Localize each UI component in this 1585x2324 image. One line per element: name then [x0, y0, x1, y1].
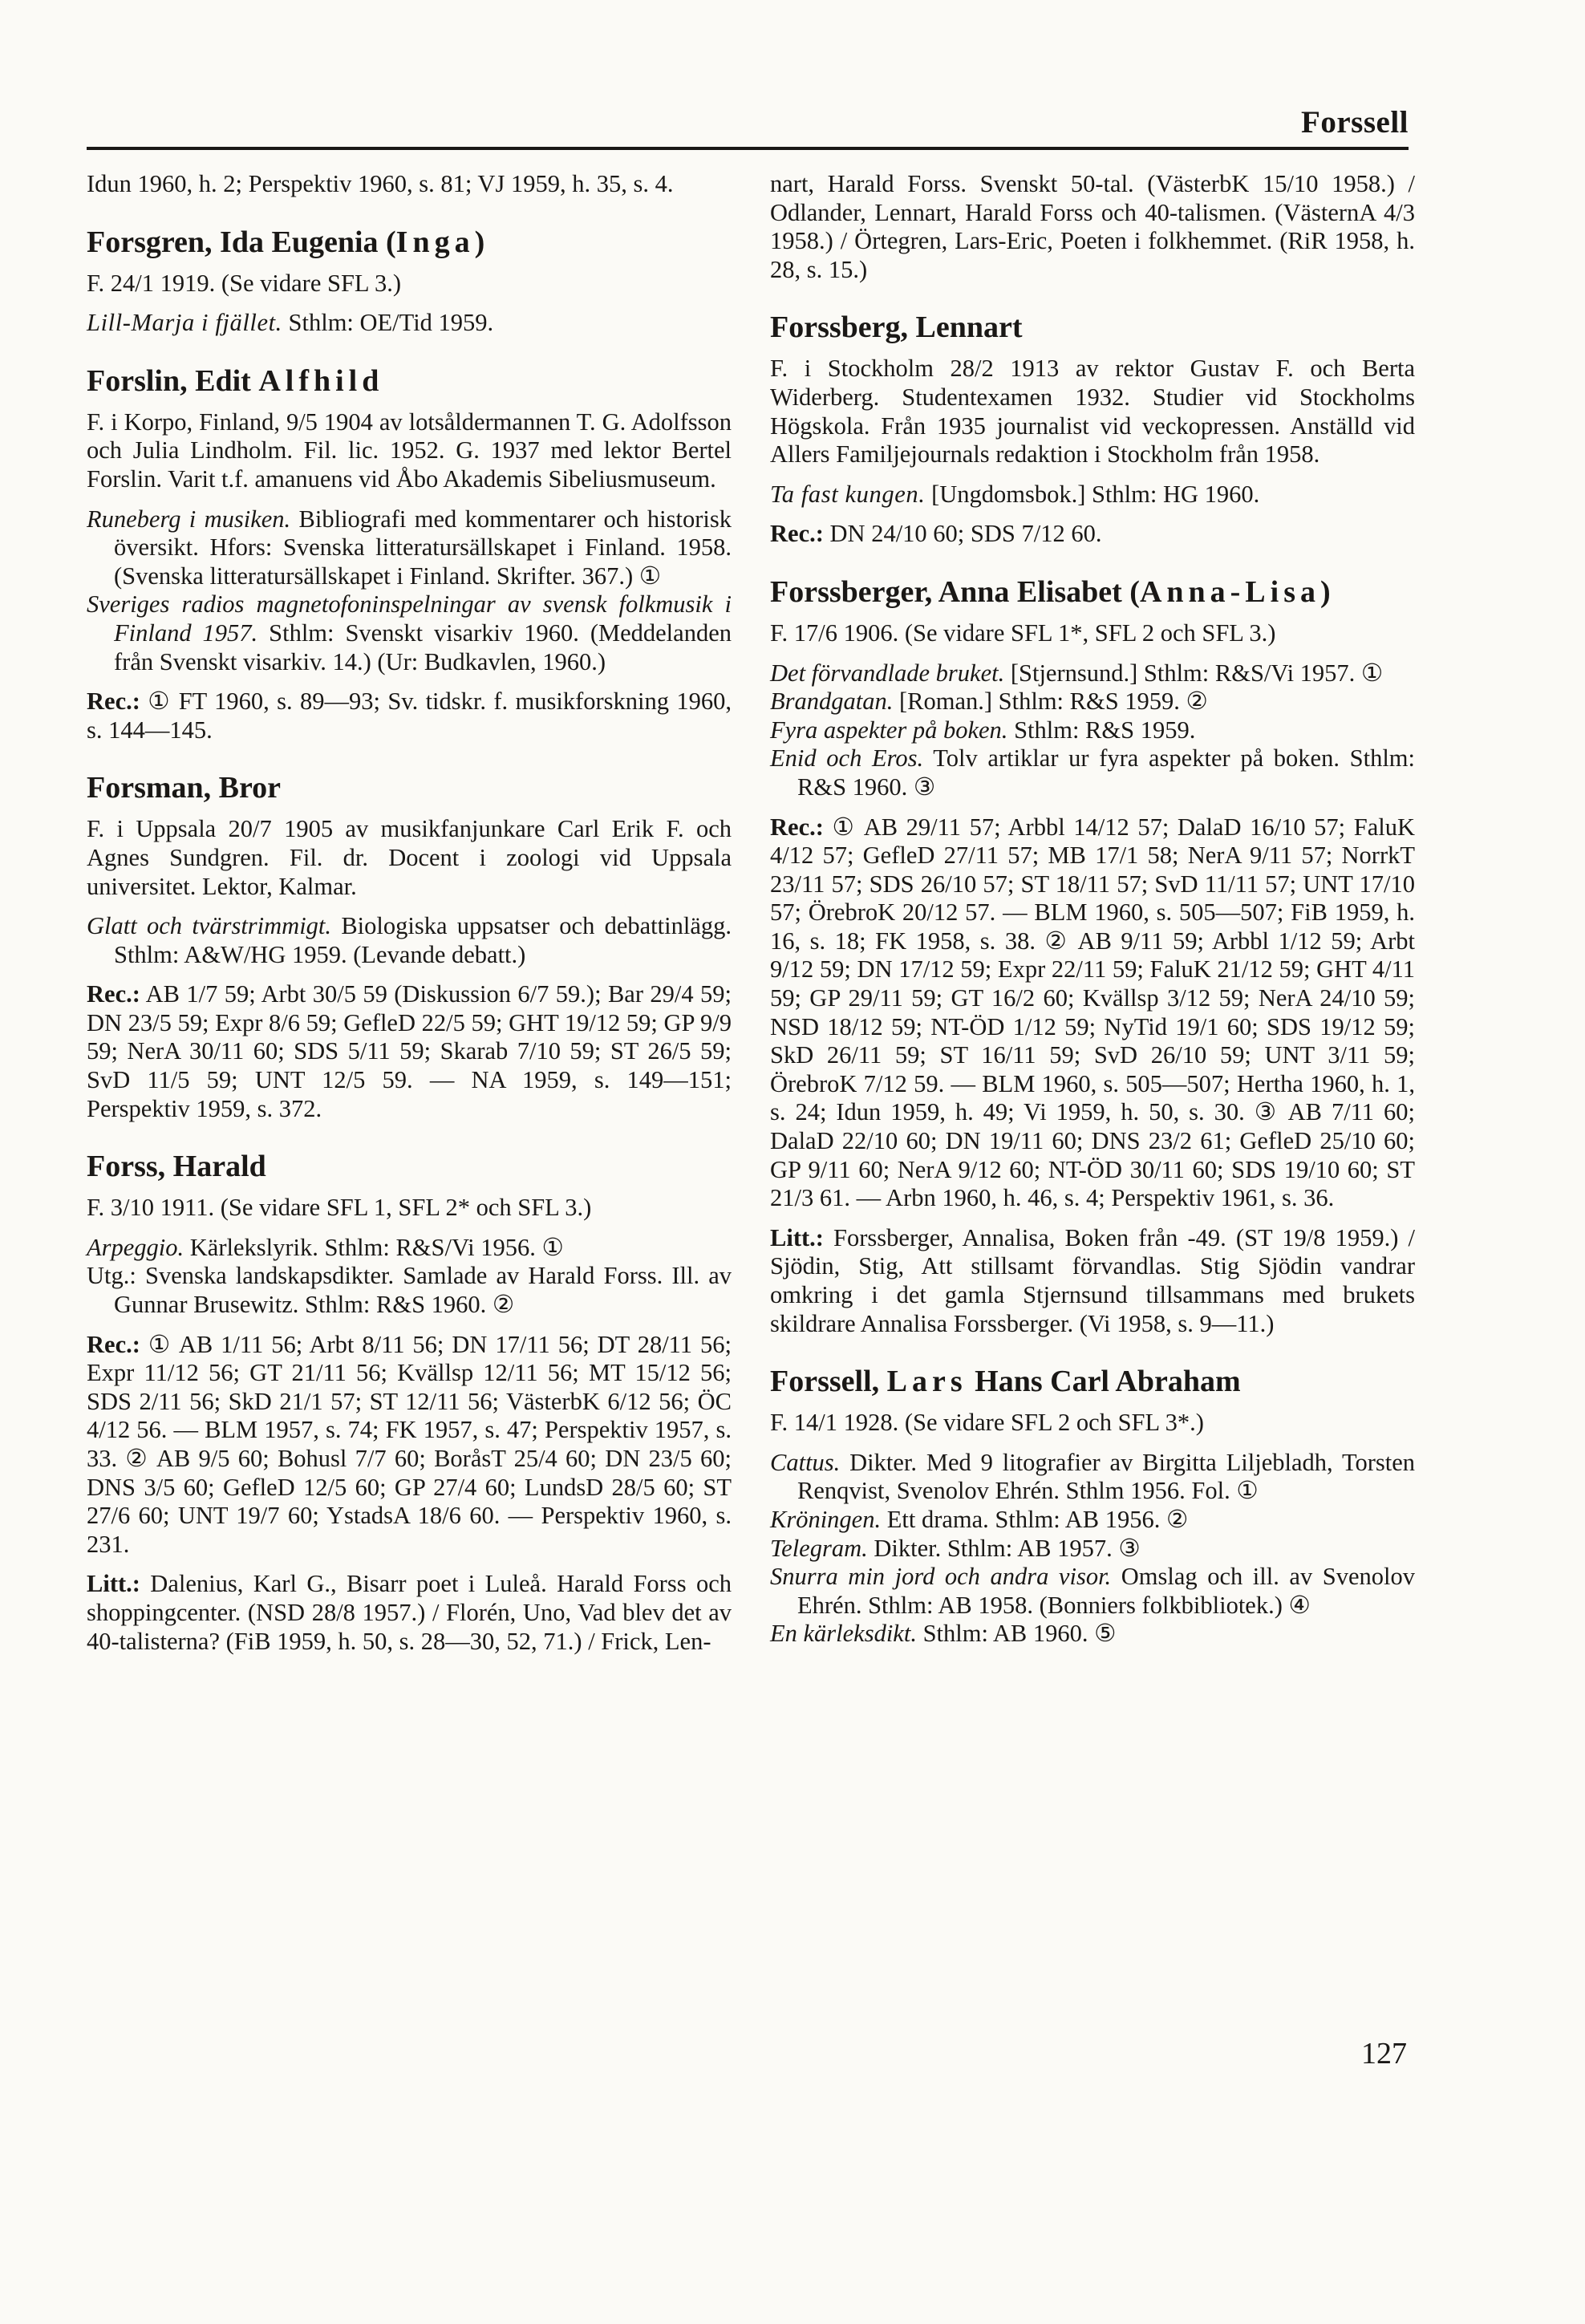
- entry-works: [87, 1234, 732, 1320]
- entry-heading: Forsman, Bror: [87, 771, 282, 805]
- continuation-text: nart, Harald Forss. Svenskt 50-tal. (VästerbK 15/10 1958.) / Odlander, Lennart, Harald Forss och 40-talismen. (VästernA 4/3 1958.) / Örtegren, Lars-Eric, Poeten i folkhemmet. (RiR 1958, h. 28, s. 15.): [770, 170, 1415, 283]
- entry-heading: Forssberg, Lennart: [770, 310, 1023, 345]
- entry-heading: Forsgren, Ida Eugenia (Inga): [87, 225, 485, 259]
- entry-bio: F. 14/1 1928. (Se vidare SFL 2 och SFL 3*.): [770, 1409, 1204, 1437]
- entry-work: Telegram. Dikter. Sthlm: AB 1957. ③: [770, 1534, 1141, 1562]
- entry-bio: F. i Uppsala 20/7 1905 av musikfanjunkare Carl Erik F. och Agnes Sundgren. Fil. dr. Docent i zoologi vid Uppsala universitet. Lektor, Kalmar.: [87, 815, 732, 900]
- entry-works: [770, 659, 1415, 802]
- page-title: Forssell: [1301, 105, 1409, 140]
- entry-forssberger: [770, 574, 1415, 1338]
- entry-heading: Forslin, Edit Alfhild: [87, 363, 384, 398]
- entry-reviews: Rec.: DN 24/10 60; SDS 7/12 60.: [770, 520, 1102, 548]
- entry-bio: F. i Stockholm 28/2 1913 av rektor Gustav F. och Berta Widerberg. Studentexamen 1932. Studier vid Stockholms Högskola. Från 1935 journalist vid veckopressen. Anställd vid Allers Familjejournals redaktion i Stockholm från 1958.: [770, 355, 1415, 468]
- entry-work: Glatt och tvärstrimmigt. Biologiska uppsatser och debattinlägg. Sthlm: A&W/HG 1959. (Levande debatt.): [87, 912, 732, 968]
- entry-bio: F. i Korpo, Finland, 9/5 1904 av lotsåldermannen T. G. Adolfsson och Julia Lindholm. Fil. lic. 1952. G. 1937 med lektor Bertel Forslin. Varit t.f. amanuens vid Åbo Akademis Sibeliusmuseum.: [87, 408, 732, 493]
- entry-reviews: Rec.: ① FT 1960, s. 89—93; Sv. tidskr. f. musikforskning 1960, s. 144—145.: [87, 687, 732, 744]
- entry-forssberg: [770, 310, 1415, 549]
- entry-works: [87, 505, 732, 677]
- entry-work: Enid och Eros. Tolv artiklar ur fyra aspekter på boken. Sthlm: R&S 1960. ③: [770, 744, 1415, 801]
- entry-forsman: [87, 770, 732, 1123]
- entry-forslin: [87, 363, 732, 745]
- entry-bio: F. 17/6 1906. (Se vidare SFL 1*, SFL 2 och SFL 3.): [770, 619, 1276, 647]
- entry-forssell: [770, 1364, 1415, 1649]
- entry-work: Cattus. Dikter. Med 9 litografier av Birgitta Liljebladh, Torsten Renqvist, Svenolov Ehrén. Sthlm 1956. Fol. ①: [770, 1448, 1415, 1505]
- entry-reviews: Rec.: ① AB 1/11 56; Arbt 8/11 56; DN 17/11 56; DT 28/11 56; Expr 11/12 56; GT 21/11 56; Kvällsp 12/11 56; MT 15/12 56; SDS 2/11 56; SkD 21/1 57; ST 12/11 56; VästerbK 6/12 56; ÖC 4/12 56. — BLM 1957, s. 74; FK 1957, s. 47; Perspektiv 1957, s. 33. ② AB 9/5 60; Bohusl 7/7 60; BoråsT 25/4 60; DN 23/5 60; DNS 3/5 60; GefleD 12/5 60; GP 27/4 60; LundsD 28/5 60; ST 27/6 60; UNT 19/7 60; YstadsA 18/6 60. — Perspektiv 1960, s. 231.: [87, 1330, 732, 1558]
- entry-work: Lill-Marja i fjället. Sthlm: OE/Tid 1959.: [87, 309, 494, 337]
- entry-forss: [87, 1149, 732, 1656]
- entry-forsgren: [87, 225, 732, 338]
- entry-heading: Forssell, Lars Hans Carl Abraham: [770, 1365, 1241, 1399]
- entry-bio: F. 3/10 1911. (Se vidare SFL 1, SFL 2* och SFL 3.): [87, 1194, 592, 1222]
- entry-work: Det förvandlade bruket. [Stjernsund.] Sthlm: R&S/Vi 1957. ①: [770, 659, 1384, 687]
- right-column: [770, 170, 1415, 1660]
- entry-heading: Forss, Harald: [87, 1150, 266, 1184]
- entry-work: Brandgatan. [Roman.] Sthlm: R&S 1959. ②: [770, 687, 1208, 716]
- entry-work: Ta fast kungen. [Ungdomsbok.] Sthlm: HG 1960.: [770, 480, 1260, 508]
- entry-work: Arpeggio. Kärlekslyrik. Sthlm: R&S/Vi 1956. ①: [87, 1233, 564, 1261]
- entry-work: Sveriges radios magnetofoninspelningar av svensk folkmusik i Finland 1957. Sthlm: Svenskt visarkiv 1960. (Meddelanden från Svenskt visarkiv. 14.) (Ur: Budkavlen, 1960.): [87, 590, 732, 675]
- entry-works: [87, 912, 732, 969]
- entry-reviews: Rec.: AB 1/7 59; Arbt 30/5 59 (Diskussion 6/7 59.); Bar 29/4 59; DN 23/5 59; Expr 8/6 59; GefleD 22/5 59; GHT 19/12 59; GP 9/9 59; NerA 30/11 60; SDS 5/11 59; Skarab 7/10 59; ST 26/5 59; SvD 11/5 59; UNT 12/5 59. — NA 1959, s. 149—151; Perspektiv 1959, s. 372.: [87, 980, 732, 1122]
- entry-heading: Forssberger, Anna Elisabet (Anna-Lisa): [770, 574, 1331, 609]
- entry-bio: F. 24/1 1919. (Se vidare SFL 3.): [87, 269, 402, 297]
- entry-literature: Litt.: Forssberger, Annalisa, Boken från -49. (ST 19/8 1959.) / Sjödin, Stig, Att stillsamt förvandlas. Stig Sjödin vandrar omkring i det gamla Stjernsund tillsammans med brukets skildrare Annalisa Forssberger. (Vi 1958, s. 9—11.): [770, 1223, 1415, 1337]
- entry-work: Kröningen. Ett drama. Sthlm: AB 1956. ②: [770, 1505, 1189, 1533]
- entry-literature: Litt.: Dalenius, Karl G., Bisarr poet i Luleå. Harald Forss och shoppingcenter. (NSD 28/8 1957.) / Florén, Uno, Vad blev det av 40-talisterna? (FiB 1959, h. 50, s. 28—30, 52, 71.) / Frick, Len-: [87, 1570, 732, 1655]
- entry-work: Utg.: Svenska landskapsdikter. Samlade av Harald Forss. Ill. av Gunnar Brusewitz. Sthlm: R&S 1960. ②: [87, 1262, 732, 1319]
- left-column: [87, 170, 732, 1667]
- page-number: 127: [1361, 2037, 1407, 2071]
- entry-works: [770, 1449, 1415, 1649]
- continuation-text: Idun 1960, h. 2; Perspektiv 1960, s. 81; VJ 1959, h. 35, s. 4.: [87, 170, 674, 197]
- entry-work: Runeberg i musiken. Bibliografi med kommentarer och historisk översikt. Hfors: Svenska litteratursällskapet i Finland. 1958. (Svenska litteratursällskapet i Finland. Skrifter. 367.) ①: [87, 505, 732, 590]
- header-rule: [87, 147, 1409, 150]
- entry-work: Snurra min jord och andra visor. Omslag och ill. av Svenolov Ehrén. Sthlm: AB 1958. (Bonniers folkbibliotek.) ④: [770, 1563, 1415, 1619]
- entry-work: Fyra aspekter på boken. Sthlm: R&S 1959.: [770, 716, 1196, 744]
- entry-reviews: Rec.: ① AB 29/11 57; Arbbl 14/12 57; DalaD 16/10 57; FaluK 4/12 57; GefleD 27/11 57; MB 17/1 58; NerA 9/11 57; NorrkT 23/11 57; SDS 26/10 57; ST 18/11 57; SvD 11/11 57; UNT 17/10 57; ÖrebroK 20/12 57. — BLM 1960, s. 505—507; FiB 1959, h. 16, s. 18; FK 1958, s. 38. ② AB 9/11 59; Arbbl 1/12 59; Arbt 9/12 59; DN 17/12 59; Expr 22/11 59; FaluK 21/12 59; GHT 4/11 59; GP 29/11 59; GT 16/2 60; Kvällsp 3/12 59; NerA 24/10 59; NSD 18/12 59; NT-ÖD 1/12 59; NyTid 19/1 60; SDS 19/12 59; SkD 26/11 59; ST 16/11 59; SvD 26/10 59; UNT 3/11 59; ÖrebroK 7/12 59. — BLM 1960, s. 505—507; Hertha 1960, h. 1, s. 24; Idun 1959, h. 49; Vi 1959, h. 50, s. 30. ③ AB 7/11 60; DalaD 22/10 60; DN 19/11 60; DNS 23/2 61; GefleD 25/10 60; GP 9/11 60; NerA 9/12 60; NT-ÖD 30/11 60; SDS 19/10 60; ST 21/3 61. — Arbn 1960, h. 46, s. 4; Perspektiv 1961, s. 36.: [770, 813, 1415, 1212]
- entry-work: En kärleksdikt. Sthlm: AB 1960. ⑤: [770, 1620, 1117, 1648]
